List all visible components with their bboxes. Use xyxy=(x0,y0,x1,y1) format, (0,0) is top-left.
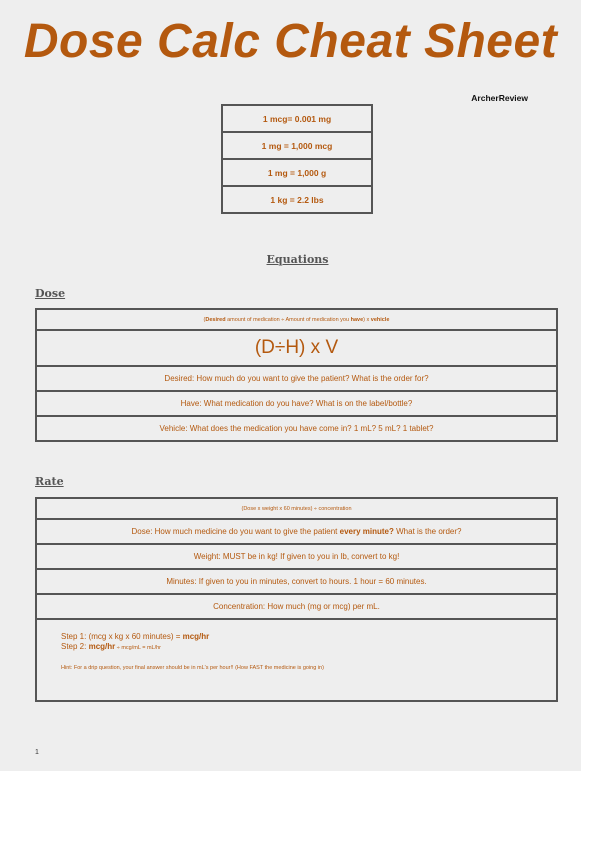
rate-weight-row: Weight: MUST be in kg! If given to you in lb, convert to kg! xyxy=(36,544,557,569)
conversion-table xyxy=(221,104,373,214)
step-1: Step 1: (mcg x kg x 60 minutes) = mcg/hr xyxy=(61,632,210,641)
page-number: 1 xyxy=(35,749,39,756)
dose-have-row: Have: What medication do you have? What is on the label/bottle? xyxy=(36,391,557,416)
dose-desired-row: Desired: How much do you want to give the patient? What is the order for? xyxy=(36,366,557,391)
rate-concentration-row: Concentration: How much (mg or mcg) per mL. xyxy=(36,594,557,619)
page-title: Dose Calc Cheat Sheet xyxy=(23,15,558,68)
dose-table xyxy=(35,308,558,442)
rate-minutes-row: Minutes: If given to you in minutes, convert to hours. 1 hour = 60 minutes. xyxy=(36,569,557,594)
dose-formula-words: (Desired amount of medication ÷ Amount of medication you have) x vehicle xyxy=(36,309,557,330)
rate-table xyxy=(35,497,558,702)
dose-formula: (D÷H) x V xyxy=(36,330,557,366)
conversion-row: 1 mg = 1,000 g xyxy=(222,159,372,186)
rate-dose-row: Dose: How much medicine do you want to give the patient every minute? What is the order? xyxy=(36,519,557,544)
equations-heading: Equations xyxy=(266,253,329,266)
step-2: Step 2: mcg/hr ÷ mcg/mL = mL/hr xyxy=(61,642,162,651)
brand-name: ArcherReview xyxy=(471,93,528,103)
rate-steps xyxy=(36,619,557,701)
dose-vehicle-row: Vehicle: What does the medication you have come in? 1 mL? 5 mL? 1 tablet? xyxy=(36,416,557,441)
hint-text: Hint: For a drip question, your final answer should be in mL's per hour!! (How FAST the medicine is going in) xyxy=(61,665,324,671)
conversion-row: 1 mcg= 0.001 mg xyxy=(222,105,372,132)
conversion-row: 1 mg = 1,000 mcg xyxy=(222,132,372,159)
dose-heading: Dose xyxy=(35,287,66,300)
conversion-row: 1 kg = 2.2 lbs xyxy=(222,186,372,213)
rate-formula: (Dose x weight x 60 minutes) ÷ concentration xyxy=(36,498,557,519)
rate-heading: Rate xyxy=(35,475,64,488)
